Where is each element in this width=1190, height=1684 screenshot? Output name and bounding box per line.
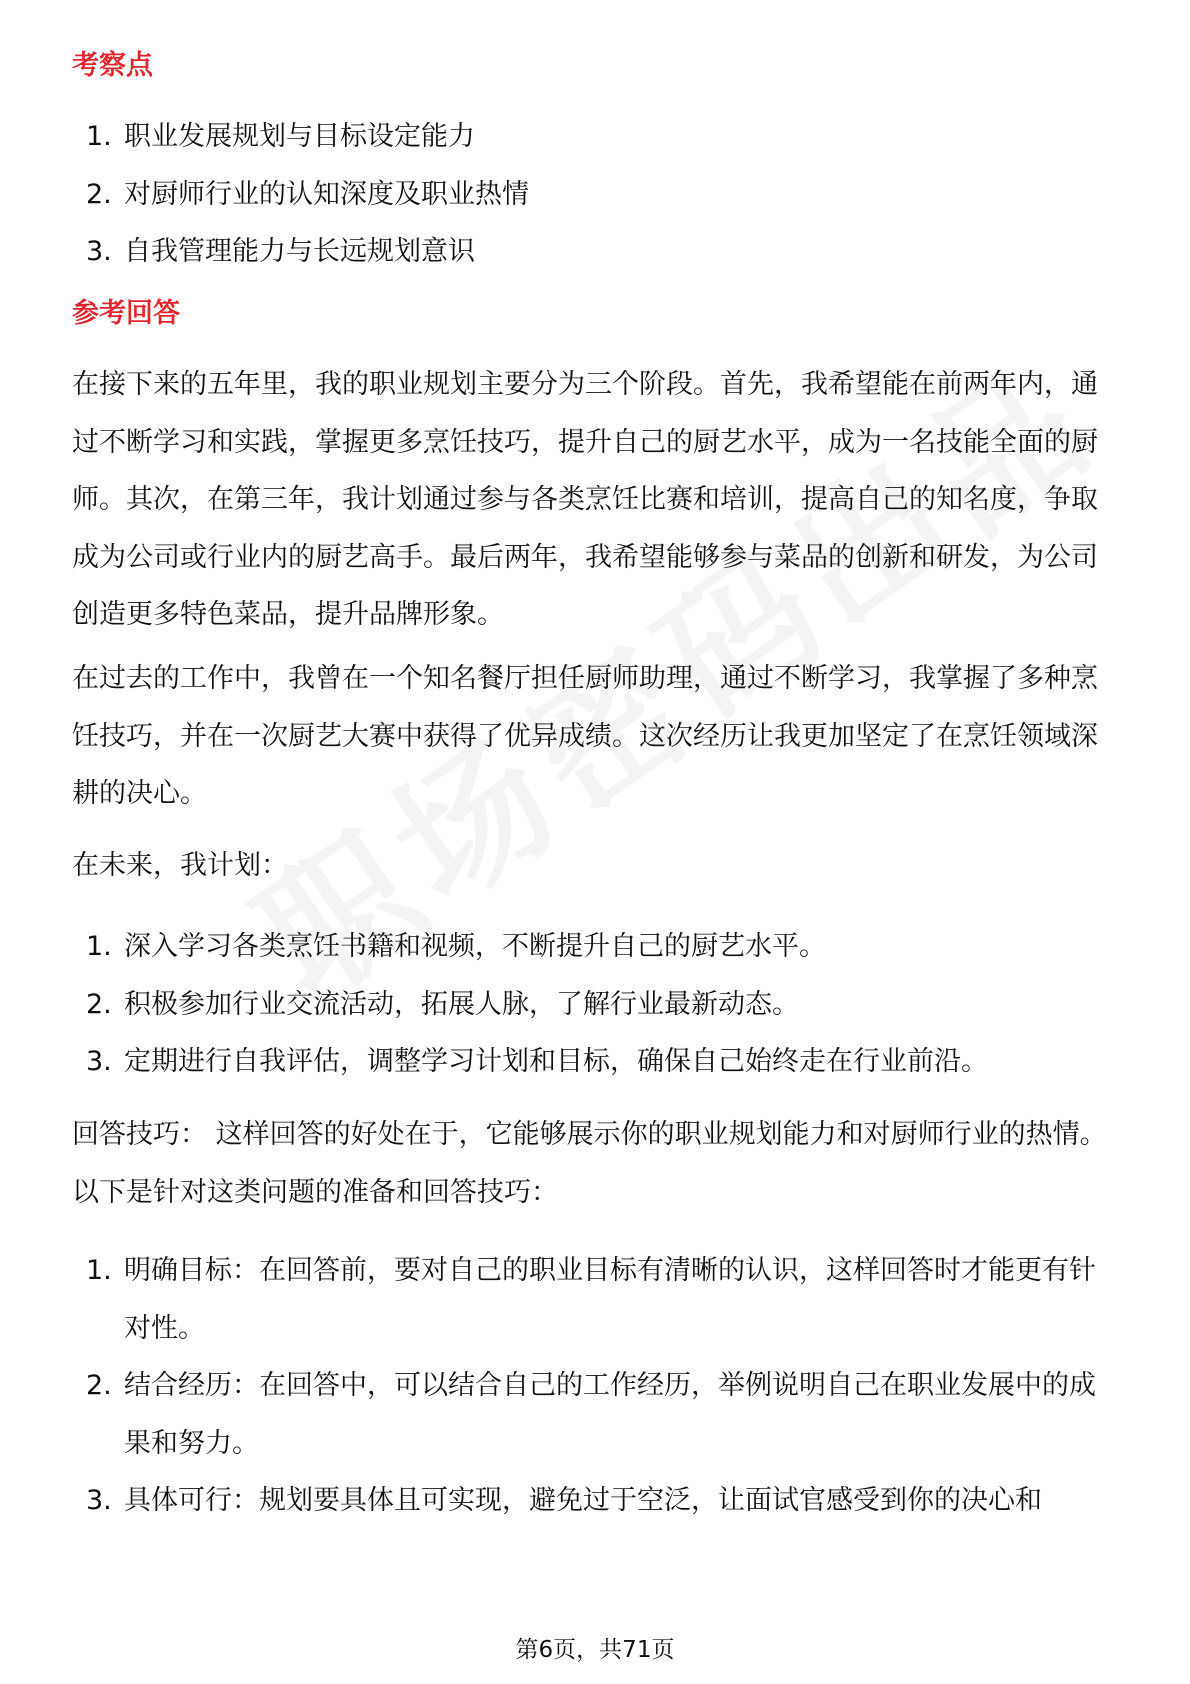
list-item: 2. 积极参加行业交流活动，拓展人脉，了解行业最新动态。 [86, 988, 799, 1020]
answer-section [72, 294, 1122, 334]
page-number: 第6页，共71页 [515, 1637, 675, 1663]
points-heading: 考察点 [72, 50, 153, 81]
tips-intro: 回答技巧： 这样回答的好处在于，它能够展示你的职业规划能力和对厨师行业的热情。以下是针对这类问题的准备和回答技巧： [72, 1119, 1107, 1208]
list-item: 1. 职业发展规划与目标设定能力 [86, 121, 475, 152]
answer-paragraph: 在接下来的五年里，我的职业规划主要分为三个阶段。首先，我希望能在前两年内，通过不断学习和实践，掌握更多烹饪技巧，提升自己的厨艺水平，成为一名技能全面的厨师。其次，在第三年，我计划通过参与各类烹饪比赛和培训，提高自己的知名度，争取成为公司或行业内的厨艺高手。最后两年，我希望能够参与菜品的创新和研发，为公司创造更多特色菜品，提升品牌形象。 [72, 369, 1098, 630]
list-item: 3. 具体可行：规划要具体且可实现，避免过于空泛，让面试官感受到你的决心和 [86, 1485, 1042, 1516]
points-list [72, 108, 1122, 281]
plan-intro-block [72, 837, 1122, 895]
list-item: 3. 定期进行自我评估，调整学习计划和目标，确保自己始终走在行业前沿。 [86, 1046, 988, 1077]
list-item: 1. 明确目标：在回答前，要对自己的职业目标有清晰的认识，这样回答时才能更有针对性。 [86, 1255, 1096, 1344]
list-item: 1. 深入学习各类烹饪书籍和视频，不断提升自己的厨艺水平。 [86, 931, 826, 962]
answer-heading: 参考回答 [72, 298, 180, 329]
list-item: 2. 对厨师行业的认知深度及职业热情 [86, 178, 529, 210]
tips-list-block [72, 1242, 1122, 1530]
points-section [72, 46, 1122, 86]
answer-paragraph-2-block [72, 650, 1122, 823]
answer-paragraph-1-block [72, 356, 1122, 644]
points-list-block [72, 108, 1122, 281]
plans-list [72, 918, 1122, 1091]
list-item: 3. 自我管理能力与长远规划意识 [86, 236, 475, 267]
experience-paragraph: 在过去的工作中，我曾在一个知名餐厅担任厨师助理，通过不断学习，我掌握了多种烹饪技巧，并在一次厨艺大赛中获得了优异成绩。这次经历让我更加坚定了在烹饪领域深耕的决心。 [72, 663, 1098, 809]
plans-list-block [72, 918, 1122, 1091]
list-item: 2. 结合经历：在回答中，可以结合自己的工作经历，举例说明自己在职业发展中的成果和努力。 [86, 1370, 1096, 1459]
tips-list [72, 1242, 1122, 1530]
tips-intro-block [72, 1106, 1122, 1221]
plan-intro: 在未来，我计划： [72, 850, 288, 881]
